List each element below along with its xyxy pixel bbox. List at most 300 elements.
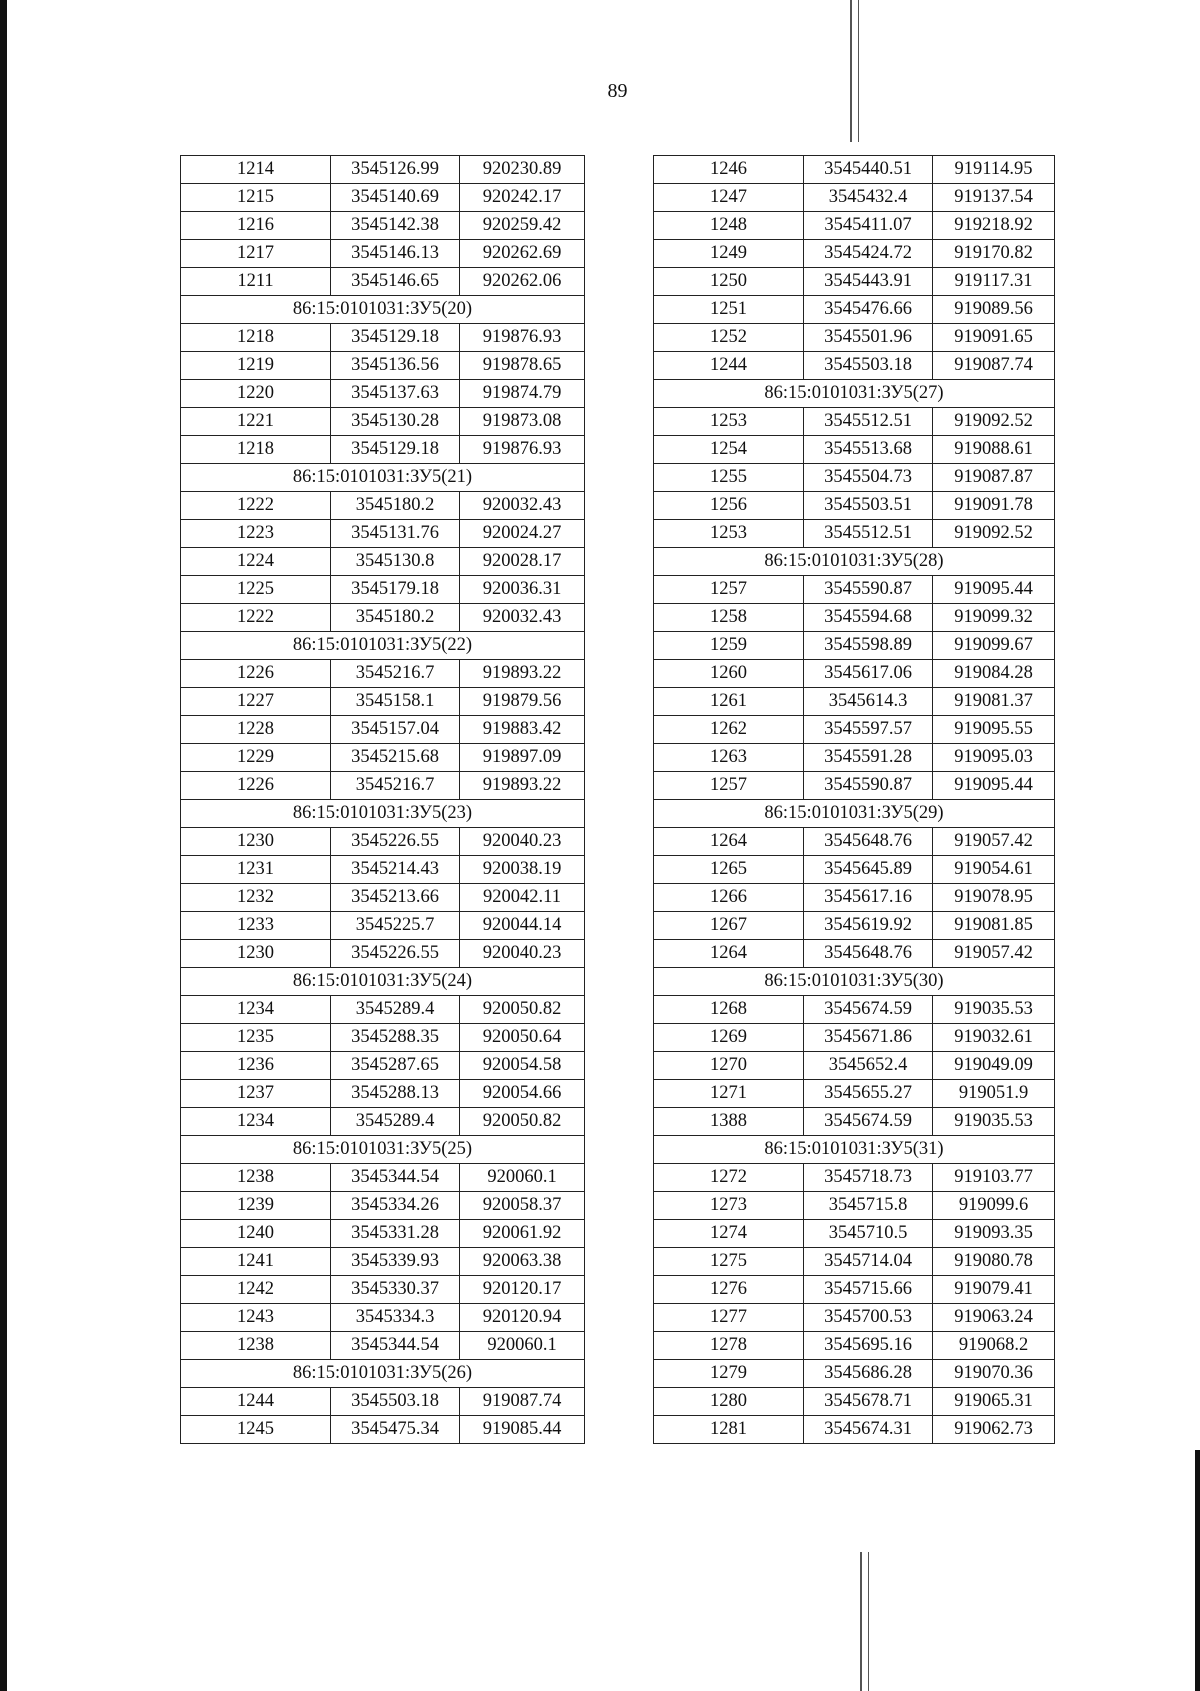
x-coordinate: 3545714.04 [804, 1248, 933, 1276]
parcel-header-row [654, 800, 1055, 828]
y-coordinate: 919057.42 [933, 940, 1055, 968]
x-coordinate: 3545214.43 [331, 856, 460, 884]
table-row [181, 716, 585, 744]
x-coordinate: 3545130.28 [331, 408, 460, 436]
table-row [654, 1024, 1055, 1052]
y-coordinate: 920050.64 [460, 1024, 585, 1052]
x-coordinate: 3545146.13 [331, 240, 460, 268]
x-coordinate: 3545440.51 [804, 156, 933, 184]
table-row [181, 1108, 585, 1136]
y-coordinate: 920040.23 [460, 828, 585, 856]
table-row [181, 576, 585, 604]
x-coordinate: 3545655.27 [804, 1080, 933, 1108]
point-number: 1279 [654, 1360, 804, 1388]
point-number: 1230 [181, 828, 331, 856]
point-number: 1220 [181, 380, 331, 408]
x-coordinate: 3545619.92 [804, 912, 933, 940]
point-number: 1251 [654, 296, 804, 324]
x-coordinate: 3545671.86 [804, 1024, 933, 1052]
parcel-header-row [181, 464, 585, 492]
table-row [181, 1164, 585, 1192]
x-coordinate: 3545674.59 [804, 1108, 933, 1136]
x-coordinate: 3545137.63 [331, 380, 460, 408]
table-row [654, 1220, 1055, 1248]
point-number: 1250 [654, 268, 804, 296]
y-coordinate: 919897.09 [460, 744, 585, 772]
x-coordinate: 3545695.16 [804, 1332, 933, 1360]
y-coordinate: 919873.08 [460, 408, 585, 436]
point-number: 1259 [654, 632, 804, 660]
x-coordinate: 3545594.68 [804, 604, 933, 632]
x-coordinate: 3545614.3 [804, 688, 933, 716]
point-number: 1266 [654, 884, 804, 912]
parcel-header-row [654, 968, 1055, 996]
coordinates-table-left [180, 155, 585, 1444]
x-coordinate: 3545330.37 [331, 1276, 460, 1304]
y-coordinate: 919035.53 [933, 1108, 1055, 1136]
point-number: 1261 [654, 688, 804, 716]
scan-left-edge [0, 0, 7, 1691]
point-number: 1223 [181, 520, 331, 548]
point-number: 1221 [181, 408, 331, 436]
y-coordinate: 920262.69 [460, 240, 585, 268]
table-row [181, 940, 585, 968]
point-number: 1234 [181, 996, 331, 1024]
y-coordinate: 919051.9 [933, 1080, 1055, 1108]
point-number: 1275 [654, 1248, 804, 1276]
y-coordinate: 919879.56 [460, 688, 585, 716]
table-row [654, 604, 1055, 632]
x-coordinate: 3545513.68 [804, 436, 933, 464]
y-coordinate: 920028.17 [460, 548, 585, 576]
y-coordinate: 920050.82 [460, 1108, 585, 1136]
table-row [181, 884, 585, 912]
x-coordinate: 3545503.18 [331, 1388, 460, 1416]
point-number: 1269 [654, 1024, 804, 1052]
point-number: 1257 [654, 576, 804, 604]
point-number: 1230 [181, 940, 331, 968]
point-number: 1211 [181, 268, 331, 296]
scan-right-edge [1195, 1450, 1200, 1691]
x-coordinate: 3545289.4 [331, 996, 460, 1024]
table-row [654, 1360, 1055, 1388]
y-coordinate: 920058.37 [460, 1192, 585, 1220]
table-row [181, 912, 585, 940]
x-coordinate: 3545715.8 [804, 1192, 933, 1220]
y-coordinate: 920259.42 [460, 212, 585, 240]
point-number: 1257 [654, 772, 804, 800]
table-row [654, 856, 1055, 884]
table-row [654, 352, 1055, 380]
y-coordinate: 919087.87 [933, 464, 1055, 492]
y-coordinate: 920262.06 [460, 268, 585, 296]
point-number: 1278 [654, 1332, 804, 1360]
parcel-cadastral-number: 86:15:0101031:ЗУ5(31) [654, 1136, 1055, 1164]
y-coordinate: 919057.42 [933, 828, 1055, 856]
y-coordinate: 919091.78 [933, 492, 1055, 520]
parcel-header-row [181, 1136, 585, 1164]
point-number: 1388 [654, 1108, 804, 1136]
parcel-header-row [654, 380, 1055, 408]
scan-fold-line [868, 1552, 869, 1691]
point-number: 1238 [181, 1332, 331, 1360]
y-coordinate: 920040.23 [460, 940, 585, 968]
parcel-cadastral-number: 86:15:0101031:ЗУ5(25) [181, 1136, 585, 1164]
point-number: 1245 [181, 1416, 331, 1444]
table-row [181, 1052, 585, 1080]
y-coordinate: 919876.93 [460, 436, 585, 464]
y-coordinate: 920061.92 [460, 1220, 585, 1248]
parcel-header-row [654, 548, 1055, 576]
coordinates-table-right [653, 155, 1055, 1444]
table-row [181, 1276, 585, 1304]
x-coordinate: 3545213.66 [331, 884, 460, 912]
table-row [181, 772, 585, 800]
x-coordinate: 3545590.87 [804, 576, 933, 604]
point-number: 1226 [181, 660, 331, 688]
parcel-cadastral-number: 86:15:0101031:ЗУ5(21) [181, 464, 585, 492]
point-number: 1273 [654, 1192, 804, 1220]
point-number: 1214 [181, 156, 331, 184]
point-number: 1267 [654, 912, 804, 940]
table-row [654, 744, 1055, 772]
table-row [654, 520, 1055, 548]
x-coordinate: 3545597.57 [804, 716, 933, 744]
table-row [654, 688, 1055, 716]
y-coordinate: 920036.31 [460, 576, 585, 604]
table-row [181, 1416, 585, 1444]
x-coordinate: 3545287.65 [331, 1052, 460, 1080]
y-coordinate: 919084.28 [933, 660, 1055, 688]
point-number: 1271 [654, 1080, 804, 1108]
point-number: 1248 [654, 212, 804, 240]
table-row [654, 828, 1055, 856]
y-coordinate: 920054.66 [460, 1080, 585, 1108]
table-row [181, 352, 585, 380]
table-row [181, 1024, 585, 1052]
parcel-cadastral-number: 86:15:0101031:ЗУ5(22) [181, 632, 585, 660]
table-row [654, 660, 1055, 688]
x-coordinate: 3545590.87 [804, 772, 933, 800]
point-number: 1234 [181, 1108, 331, 1136]
point-number: 1225 [181, 576, 331, 604]
y-coordinate: 920230.89 [460, 156, 585, 184]
y-coordinate: 919092.52 [933, 520, 1055, 548]
x-coordinate: 3545504.73 [804, 464, 933, 492]
point-number: 1237 [181, 1080, 331, 1108]
table-row [654, 492, 1055, 520]
parcel-cadastral-number: 86:15:0101031:ЗУ5(29) [654, 800, 1055, 828]
y-coordinate: 920032.43 [460, 604, 585, 632]
table-row [654, 884, 1055, 912]
table-row [654, 1416, 1055, 1444]
y-coordinate: 919062.73 [933, 1416, 1055, 1444]
table-row [181, 660, 585, 688]
point-number: 1229 [181, 744, 331, 772]
point-number: 1239 [181, 1192, 331, 1220]
point-number: 1235 [181, 1024, 331, 1052]
table-row [181, 744, 585, 772]
table-row [654, 996, 1055, 1024]
point-number: 1241 [181, 1248, 331, 1276]
y-coordinate: 919068.2 [933, 1332, 1055, 1360]
table-row [181, 520, 585, 548]
point-number: 1247 [654, 184, 804, 212]
y-coordinate: 919095.03 [933, 744, 1055, 772]
x-coordinate: 3545289.4 [331, 1108, 460, 1136]
point-number: 1255 [654, 464, 804, 492]
table-row [181, 492, 585, 520]
table-row [181, 1192, 585, 1220]
x-coordinate: 3545700.53 [804, 1304, 933, 1332]
x-coordinate: 3545512.51 [804, 408, 933, 436]
table-row [654, 716, 1055, 744]
x-coordinate: 3545288.35 [331, 1024, 460, 1052]
table-row [654, 632, 1055, 660]
x-coordinate: 3545226.55 [331, 940, 460, 968]
y-coordinate: 919095.55 [933, 716, 1055, 744]
y-coordinate: 919883.42 [460, 716, 585, 744]
table-row [181, 268, 585, 296]
y-coordinate: 919893.22 [460, 772, 585, 800]
y-coordinate: 919087.74 [460, 1388, 585, 1416]
y-coordinate: 919080.78 [933, 1248, 1055, 1276]
x-coordinate: 3545334.3 [331, 1304, 460, 1332]
table-row [654, 940, 1055, 968]
point-number: 1253 [654, 520, 804, 548]
y-coordinate: 920063.38 [460, 1248, 585, 1276]
x-coordinate: 3545503.51 [804, 492, 933, 520]
point-number: 1215 [181, 184, 331, 212]
x-coordinate: 3545652.4 [804, 1052, 933, 1080]
point-number: 1263 [654, 744, 804, 772]
y-coordinate: 919049.09 [933, 1052, 1055, 1080]
parcel-cadastral-number: 86:15:0101031:ЗУ5(20) [181, 296, 585, 324]
y-coordinate: 919054.61 [933, 856, 1055, 884]
table-row [181, 240, 585, 268]
point-number: 1224 [181, 548, 331, 576]
point-number: 1218 [181, 324, 331, 352]
y-coordinate: 920060.1 [460, 1164, 585, 1192]
x-coordinate: 3545344.54 [331, 1164, 460, 1192]
scan-fold-line [860, 1552, 862, 1691]
table-row [181, 408, 585, 436]
point-number: 1243 [181, 1304, 331, 1332]
table-row [654, 408, 1055, 436]
point-number: 1216 [181, 212, 331, 240]
scan-fold-line [850, 0, 852, 142]
y-coordinate: 919088.61 [933, 436, 1055, 464]
table-row [654, 772, 1055, 800]
table-row [654, 156, 1055, 184]
table-row [181, 996, 585, 1024]
x-coordinate: 3545180.2 [331, 604, 460, 632]
x-coordinate: 3545129.18 [331, 324, 460, 352]
parcel-cadastral-number: 86:15:0101031:ЗУ5(28) [654, 548, 1055, 576]
y-coordinate: 919878.65 [460, 352, 585, 380]
table-row [181, 604, 585, 632]
x-coordinate: 3545180.2 [331, 492, 460, 520]
y-coordinate: 920050.82 [460, 996, 585, 1024]
table-row [181, 856, 585, 884]
parcel-header-row [181, 296, 585, 324]
y-coordinate: 919874.79 [460, 380, 585, 408]
y-coordinate: 919078.95 [933, 884, 1055, 912]
x-coordinate: 3545710.5 [804, 1220, 933, 1248]
point-number: 1217 [181, 240, 331, 268]
table-row [654, 464, 1055, 492]
scan-fold-line [858, 0, 859, 142]
y-coordinate: 920024.27 [460, 520, 585, 548]
point-number: 1233 [181, 912, 331, 940]
point-number: 1264 [654, 940, 804, 968]
table-row [181, 1220, 585, 1248]
x-coordinate: 3545136.56 [331, 352, 460, 380]
y-coordinate: 919095.44 [933, 576, 1055, 604]
x-coordinate: 3545411.07 [804, 212, 933, 240]
point-number: 1264 [654, 828, 804, 856]
point-number: 1258 [654, 604, 804, 632]
y-coordinate: 919103.77 [933, 1164, 1055, 1192]
x-coordinate: 3545648.76 [804, 828, 933, 856]
table-row [654, 1332, 1055, 1360]
y-coordinate: 920054.58 [460, 1052, 585, 1080]
x-coordinate: 3545339.93 [331, 1248, 460, 1276]
y-coordinate: 919070.36 [933, 1360, 1055, 1388]
x-coordinate: 3545501.96 [804, 324, 933, 352]
x-coordinate: 3545512.51 [804, 520, 933, 548]
table-row [654, 324, 1055, 352]
page-number: 89 [607, 80, 628, 102]
y-coordinate: 919065.31 [933, 1388, 1055, 1416]
point-number: 1276 [654, 1276, 804, 1304]
point-number: 1253 [654, 408, 804, 436]
point-number: 1260 [654, 660, 804, 688]
y-coordinate: 919218.92 [933, 212, 1055, 240]
y-coordinate: 919085.44 [460, 1416, 585, 1444]
y-coordinate: 919032.61 [933, 1024, 1055, 1052]
point-number: 1281 [654, 1416, 804, 1444]
table-row [181, 548, 585, 576]
point-number: 1252 [654, 324, 804, 352]
point-number: 1226 [181, 772, 331, 800]
table-row [654, 212, 1055, 240]
x-coordinate: 3545142.38 [331, 212, 460, 240]
x-coordinate: 3545331.28 [331, 1220, 460, 1248]
y-coordinate: 919092.52 [933, 408, 1055, 436]
x-coordinate: 3545674.59 [804, 996, 933, 1024]
table-row [654, 1192, 1055, 1220]
x-coordinate: 3545334.26 [331, 1192, 460, 1220]
point-number: 1265 [654, 856, 804, 884]
table-row [654, 1080, 1055, 1108]
parcel-cadastral-number: 86:15:0101031:ЗУ5(26) [181, 1360, 585, 1388]
table-row [654, 1164, 1055, 1192]
x-coordinate: 3545215.68 [331, 744, 460, 772]
x-coordinate: 3545432.4 [804, 184, 933, 212]
parcel-header-row [181, 1360, 585, 1388]
table-row [654, 296, 1055, 324]
x-coordinate: 3545157.04 [331, 716, 460, 744]
point-number: 1219 [181, 352, 331, 380]
x-coordinate: 3545617.06 [804, 660, 933, 688]
point-number: 1272 [654, 1164, 804, 1192]
y-coordinate: 919063.24 [933, 1304, 1055, 1332]
point-number: 1262 [654, 716, 804, 744]
table-row [181, 324, 585, 352]
x-coordinate: 3545179.18 [331, 576, 460, 604]
point-number: 1227 [181, 688, 331, 716]
point-number: 1254 [654, 436, 804, 464]
parcel-header-row [181, 632, 585, 660]
point-number: 1270 [654, 1052, 804, 1080]
point-number: 1238 [181, 1164, 331, 1192]
table-row [181, 828, 585, 856]
point-number: 1231 [181, 856, 331, 884]
x-coordinate: 3545344.54 [331, 1332, 460, 1360]
parcel-header-row [654, 1136, 1055, 1164]
table-row [181, 380, 585, 408]
point-number: 1222 [181, 492, 331, 520]
x-coordinate: 3545288.13 [331, 1080, 460, 1108]
parcel-header-row [181, 968, 585, 996]
table-row [654, 912, 1055, 940]
table-row [181, 184, 585, 212]
point-number: 1246 [654, 156, 804, 184]
point-number: 1268 [654, 996, 804, 1024]
parcel-header-row [181, 800, 585, 828]
point-number: 1274 [654, 1220, 804, 1248]
parcel-cadastral-number: 86:15:0101031:ЗУ5(23) [181, 800, 585, 828]
x-coordinate: 3545146.65 [331, 268, 460, 296]
x-coordinate: 3545216.7 [331, 660, 460, 688]
point-number: 1256 [654, 492, 804, 520]
table-row [181, 1332, 585, 1360]
parcel-cadastral-number: 86:15:0101031:ЗУ5(27) [654, 380, 1055, 408]
table-row [181, 1248, 585, 1276]
table-row [654, 268, 1055, 296]
x-coordinate: 3545591.28 [804, 744, 933, 772]
x-coordinate: 3545216.7 [331, 772, 460, 800]
y-coordinate: 920242.17 [460, 184, 585, 212]
x-coordinate: 3545598.89 [804, 632, 933, 660]
table-row [654, 576, 1055, 604]
table-row [181, 1080, 585, 1108]
table-row [181, 1304, 585, 1332]
x-coordinate: 3545686.28 [804, 1360, 933, 1388]
x-coordinate: 3545140.69 [331, 184, 460, 212]
y-coordinate: 919114.95 [933, 156, 1055, 184]
point-number: 1232 [181, 884, 331, 912]
x-coordinate: 3545126.99 [331, 156, 460, 184]
y-coordinate: 919095.44 [933, 772, 1055, 800]
table-row [654, 1052, 1055, 1080]
y-coordinate: 920032.43 [460, 492, 585, 520]
parcel-cadastral-number: 86:15:0101031:ЗУ5(24) [181, 968, 585, 996]
x-coordinate: 3545158.1 [331, 688, 460, 716]
y-coordinate: 920060.1 [460, 1332, 585, 1360]
y-coordinate: 919099.6 [933, 1192, 1055, 1220]
table-row [181, 436, 585, 464]
point-number: 1244 [181, 1388, 331, 1416]
point-number: 1244 [654, 352, 804, 380]
x-coordinate: 3545617.16 [804, 884, 933, 912]
y-coordinate: 919893.22 [460, 660, 585, 688]
table-row [654, 1248, 1055, 1276]
y-coordinate: 919087.74 [933, 352, 1055, 380]
y-coordinate: 920044.14 [460, 912, 585, 940]
x-coordinate: 3545678.71 [804, 1388, 933, 1416]
